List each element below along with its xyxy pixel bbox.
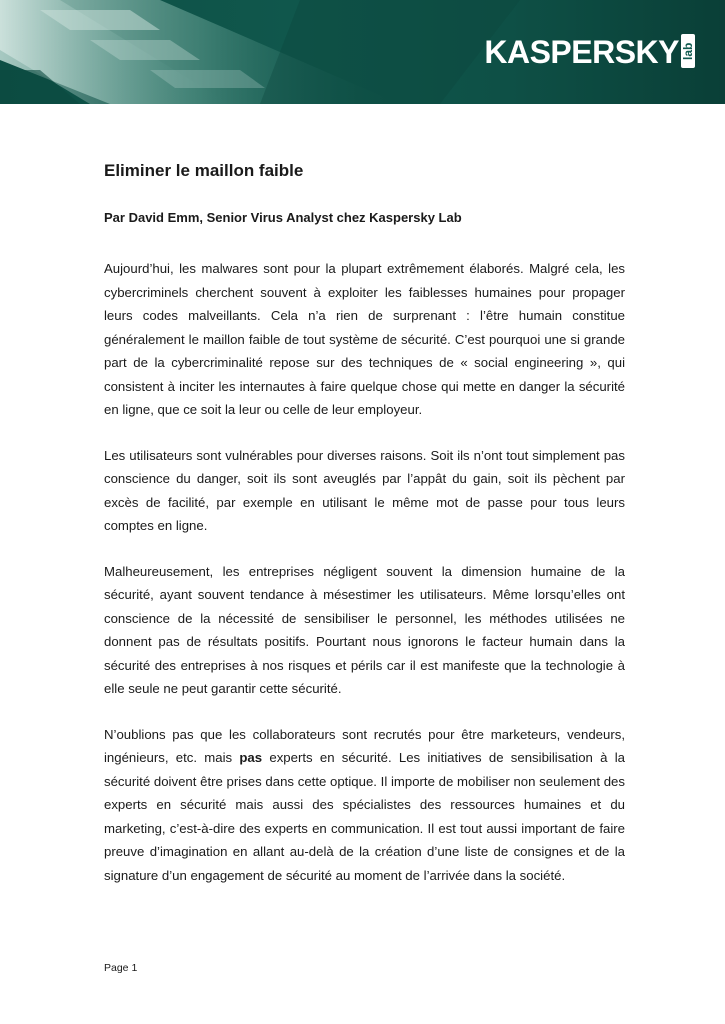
document-title: Eliminer le maillon faible bbox=[104, 161, 304, 180]
paragraph-4-bold: pas bbox=[239, 750, 263, 765]
header-banner bbox=[0, 0, 725, 104]
logo-wordmark: KASPERSKY bbox=[484, 34, 679, 70]
paragraph-4-text-b: experts en sécurité. Les initiatives de sensibilisation à la sécurité doivent être prises dans cette optique. Il importe de mobiliser non seulement des experts en sécurité mais aussi des spécialistes des ressources humaines et du marketing, c’est-à-dire des experts en communication. Il est tout aussi important de faire preuve d’imagination en allant au-delà de la création d’une liste de consignes et de la signature d’un engagement de sécurité au moment de l’arrivée dans la société. bbox=[104, 750, 625, 883]
paragraph-4-text-a: N’oublions pas que les collaborateurs sont recrutés pour être marketeurs, vendeurs, ingénieurs, etc. mais bbox=[104, 726, 625, 765]
paragraph-3: Malheureusement, les entreprises négligent souvent la dimension humaine de la sécurité, ayant souvent tendance à mésestimer les utilisateurs. Même lorsqu’elles ont conscience de la nécessité de sensibiliser le personnel, les méthodes utilisées ne donnent pas de résultats positifs. Pourtant nous ignorons le facteur humain dans la sécurité des entreprises à nos risques et périls car il est manifeste que la technologie à elle seule ne peut garantir cette sécurité. bbox=[104, 563, 625, 696]
paragraph-4 bbox=[104, 723, 625, 888]
paragraph-1: Aujourd’hui, les malwares sont pour la plupart extrêmement élaborés. Malgré cela, les cybercriminels cherchent souvent à exploiter les faiblesses humaines pour propager leurs codes malveillants. Cela n’a rien de surprenant : l’être humain constitue généralement le maillon faible de tout système de sécurité. C’est pourquoi une si grande part de la cybercriminalité repose sur des techniques de « social engineering », qui consistent à inciter les internautes à faire quelque chose qui mette en danger la sécurité en ligne, que ce soit la leur ou celle de leur employeur. bbox=[104, 261, 625, 417]
document-body bbox=[104, 158, 625, 887]
kaspersky-logo bbox=[484, 34, 695, 70]
paragraph-2: Les utilisateurs sont vulnérables pour diverses raisons. Soit ils n’ont tout simplement pas conscience du danger, soit ils sont aveuglés par l’appât du gain, soit ils pèchent par excès de facilité, par exemple en utilisant le même mot de passe pour tous leurs comptes en ligne. bbox=[104, 447, 625, 533]
logo-lab-badge: lab bbox=[681, 34, 695, 68]
author-byline: Par David Emm, Senior Virus Analyst chez Kaspersky Lab bbox=[104, 210, 462, 225]
page-number: Page 1 bbox=[104, 962, 138, 974]
